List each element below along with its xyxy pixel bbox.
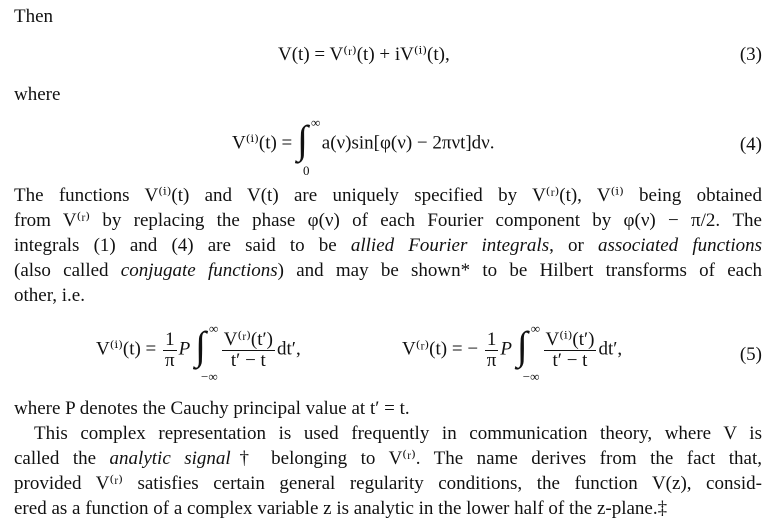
eq4-lhs: V⁽ⁱ⁾(t) = [232, 132, 293, 154]
eq5b-integrand [544, 330, 597, 371]
integral-sign: ∫ ∞ 0 [297, 122, 317, 166]
paragraph-1-line-3 [14, 235, 762, 257]
equation-4-number: (4) [739, 134, 762, 155]
paragraph-3-line-4: ered as a function of a complex variable z is analytic in the lower half of the z-plane.‡ [14, 498, 668, 519]
eq5a-coef-num: 1 [163, 330, 177, 351]
eq5b-lower-limit: −∞ [522, 369, 540, 384]
integral-sign: ∫ ∞ −∞ [517, 328, 537, 372]
text-where-1: where [14, 84, 61, 105]
equation-3: V(t) = V⁽ʳ⁾(t) + iV⁽ⁱ⁾(t), [278, 44, 450, 65]
integral-sign: ∫ ∞ −∞ [195, 328, 215, 372]
equation-4 [232, 115, 495, 178]
eq5b-tail: dt′, [598, 338, 623, 360]
eq5a-upper-limit: ∞ [208, 321, 219, 336]
p1-l4-b: conjugate functions [120, 260, 278, 281]
p1-l3-b: allied Fourier integrals [350, 235, 550, 256]
p3-l2-b: analytic signal [109, 448, 231, 469]
equation-3-number: (3) [739, 44, 762, 65]
equation-5b [402, 321, 623, 384]
eq5a-lhs: V⁽ⁱ⁾(t) = [96, 338, 157, 360]
p1-l3-d: associated functions [597, 235, 762, 256]
paragraph-3-line-2 [14, 448, 762, 470]
eq5a-integrand-num: V⁽ʳ⁾(t′) [223, 328, 274, 350]
eq4-lower-limit: 0 [303, 163, 310, 178]
paragraph-1-line-5: other, i.e. [14, 285, 85, 306]
eq5a-coef-den: π [165, 349, 175, 371]
p1-l4-a: (also called [14, 260, 121, 281]
paragraph-3-line-1: This complex representation is used frequently in communication theory, where V is [34, 423, 762, 444]
eq5a-integrand-den: t′ − t [230, 349, 266, 371]
eq5b-principal-value: P [500, 338, 512, 360]
eq5b-coef-den: π [486, 349, 497, 371]
eq5a-tail: dt′, [277, 338, 301, 360]
paragraph-2-line-1: where P denotes the Cauchy principal value at t′ = t. [14, 398, 410, 419]
eq4-integrand: a(ν)sin[φ(ν) − 2πνt]dν. [321, 132, 495, 154]
p3-l2-a: called the [14, 448, 110, 469]
eq5b-integrand-num: V⁽ⁱ⁾(t′) [545, 328, 595, 350]
equation-5-number: (5) [739, 344, 762, 365]
p1-l4-c: ) and may be shown* to be Hilbert transforms of each [277, 260, 763, 281]
p1-l3-a: integrals (1) and (4) are said to be [14, 235, 351, 256]
equation-5a [96, 321, 301, 384]
eq5a-coefficient [163, 330, 177, 371]
eq5a-integrand [222, 330, 275, 371]
paragraph-1-line-1: The functions V⁽ⁱ⁾(t) and V(t) are uniquely specified by V⁽ʳ⁾(t), V⁽ⁱ⁾ being obtained [14, 185, 762, 206]
eq5b-coefficient [485, 330, 499, 371]
text-then: Then [14, 6, 54, 27]
eq4-upper-limit: ∞ [311, 115, 321, 130]
p3-l2-c: † belonging to V⁽ʳ⁾. The name derives from the fact that, [230, 448, 762, 469]
eq5b-lhs: V⁽ʳ⁾(t) = − [402, 338, 479, 360]
eq5b-integrand-den: t′ − t [552, 349, 588, 371]
eq5a-principal-value: P [178, 338, 191, 360]
paragraph-1-line-4 [14, 260, 762, 282]
paragraph-1-line-2: from V⁽ʳ⁾ by replacing the phase φ(ν) of each Fourier component by φ(ν) − π/2. The [14, 210, 762, 231]
eq5b-upper-limit: ∞ [530, 321, 541, 336]
eq5b-coef-num: 1 [485, 330, 499, 351]
p1-l3-c: , or [549, 235, 598, 256]
eq5a-lower-limit: −∞ [200, 369, 218, 384]
paragraph-3-line-3: provided V⁽ʳ⁾ satisfies certain general regularity conditions, the function V(z), consid- [14, 473, 762, 494]
